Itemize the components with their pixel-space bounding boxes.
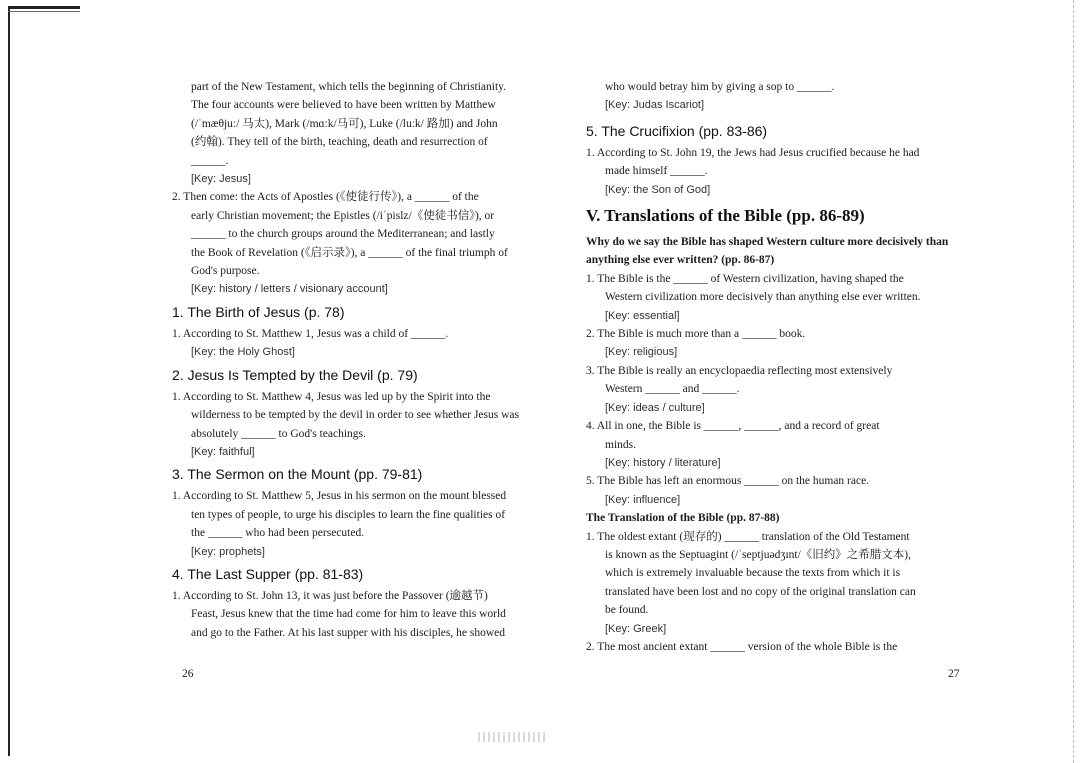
text-line: Why do we say the Bible has shaped Western culture more decisively than: [586, 236, 949, 249]
text-line: the ______ who had been persecuted.: [191, 527, 365, 540]
text-line: ten types of people, to urge his disciples to learn the fine qualities of: [191, 508, 506, 521]
text-line: 1. According to St. Matthew 4, Jesus was led up by the Spirit into the: [172, 390, 491, 403]
scan-edge-top-thin: [8, 11, 80, 12]
answer-key: [Key: religious]: [605, 346, 678, 359]
text-line: early Christian movement; the Epistles (/iˈpislz/《使徒书信》), or: [191, 209, 495, 222]
scan-edge-left: [8, 6, 10, 756]
text-line: 1. According to St. John 13, it was just before the Passover (逾越节): [172, 589, 488, 602]
question-text: 2. The most ancient extant ______ version of the whole Bible is the: [586, 640, 898, 653]
text-line: The four accounts were believed to have been written by Matthew: [191, 99, 496, 112]
text-line: 1. According to St. John 19, the Jews had Jesus crucified because he had: [586, 146, 920, 159]
text-line: 1. The oldest extant (现存的) ______ translation of the Old Testament: [586, 530, 910, 543]
section-heading: 2. Jesus Is Tempted by the Devil (p. 79): [172, 366, 418, 383]
scan-smudge: [478, 732, 548, 742]
right-page: [586, 78, 972, 656]
text-line: made himself ______.: [605, 165, 708, 178]
section-heading: 4. The Last Supper (pp. 81-83): [172, 565, 364, 582]
text-line: translated have been lost and no copy of the original translation can: [605, 585, 916, 598]
answer-key: [Key: history / literature]: [605, 456, 721, 469]
answer-key: [Key: influence]: [605, 493, 681, 506]
text-line: ______.: [191, 154, 229, 167]
text-line: 1. The Bible is the ______ of Western civilization, having shaped the: [586, 272, 904, 285]
scan-edge-top: [8, 6, 80, 9]
intro-paragraph: [172, 78, 564, 188]
text-line: who would betray him by giving a sop to ______.: [605, 81, 835, 93]
question-text: 5. The Bible has left an enormous ______ on the human race.: [586, 475, 870, 488]
left-page: [172, 78, 564, 642]
chapter-heading: V. Translations of the Bible (pp. 86-89): [586, 206, 865, 226]
text-line: ______ to the church groups around the Mediterranean; and lastly: [191, 228, 495, 241]
answer-key: [Key: faithful]: [191, 445, 255, 458]
page-number-left: 26: [182, 668, 194, 680]
text-line: 2. Then come: the Acts of Apostles (《使徒行传》), a ______ of the: [172, 191, 479, 204]
text-line: part of the New Testament, which tells the beginning of Christianity.: [191, 81, 507, 93]
question-2: [172, 188, 564, 298]
text-line: (约翰). They tell of the birth, teaching, death and resurrection of: [191, 136, 488, 149]
text-line: 3. The Bible is really an encyclopaedia reflecting most extensively: [586, 364, 893, 377]
answer-key: [Key: essential]: [605, 309, 680, 322]
text-line: anything else ever written? (pp. 86-87): [586, 254, 775, 267]
answer-key: [Key: the Holy Ghost]: [191, 346, 295, 359]
scan-edge-right: [1073, 0, 1074, 763]
text-line: be found.: [605, 604, 649, 617]
text-line: God's purpose.: [191, 265, 260, 278]
answer-key: [Key: history / letters / visionary account]: [191, 283, 388, 296]
text-line: the Book of Revelation (《启示录》), a ______ of the final triumph of: [191, 246, 508, 259]
question-text: 1. According to St. Matthew 1, Jesus was a child of ______.: [172, 327, 449, 340]
text-line: Western civilization more decisively than anything else ever written.: [605, 291, 921, 304]
text-line: Feast, Jesus knew that the time had come for him to leave this world: [191, 608, 506, 621]
text-line: 4. All in one, the Bible is ______, ______, and a record of great: [586, 420, 880, 433]
subsection-heading: The Translation of the Bible (pp. 87-88): [586, 512, 780, 525]
question-text: 2. The Bible is much more than a ______ book.: [586, 328, 806, 341]
section-heading: 5. The Crucifixion (pp. 83-86): [586, 122, 768, 139]
section-heading: 1. The Birth of Jesus (p. 78): [172, 303, 345, 320]
section-heading: 3. The Sermon on the Mount (pp. 79-81): [172, 466, 423, 483]
text-line: minds.: [605, 438, 636, 451]
answer-key: [Key: prophets]: [191, 545, 265, 558]
answer-key: [Key: ideas / culture]: [605, 401, 705, 414]
text-line: which is extremely invaluable because the texts from which it is: [605, 567, 901, 580]
answer-key: [Key: Greek]: [605, 622, 667, 635]
text-line: is known as the Septuagint (/ˈseptjuədʒɪnt/《旧约》之希腊文本),: [605, 548, 911, 561]
page-number-right: 27: [948, 668, 960, 680]
text-line: wilderness to be tempted by the devil in order to see whether Jesus was: [191, 409, 519, 422]
text-line: and go to the Father. At his last supper with his disciples, he showed: [191, 626, 505, 639]
answer-key: [Key: Jesus]: [191, 173, 251, 186]
text-line: (/ˈmæθjuː/ 马太), Mark (/mɑːk/马可), Luke (/luːk/ 路加) and John: [191, 117, 498, 130]
text-line: 1. According to St. Matthew 5, Jesus in his sermon on the mount blessed: [172, 490, 507, 503]
answer-key: [Key: Judas Iscariot]: [605, 99, 705, 112]
answer-key: [Key: the Son of God]: [605, 183, 711, 196]
text-line: Western ______ and ______.: [605, 383, 740, 396]
text-line: absolutely ______ to God's teachings.: [191, 427, 366, 440]
